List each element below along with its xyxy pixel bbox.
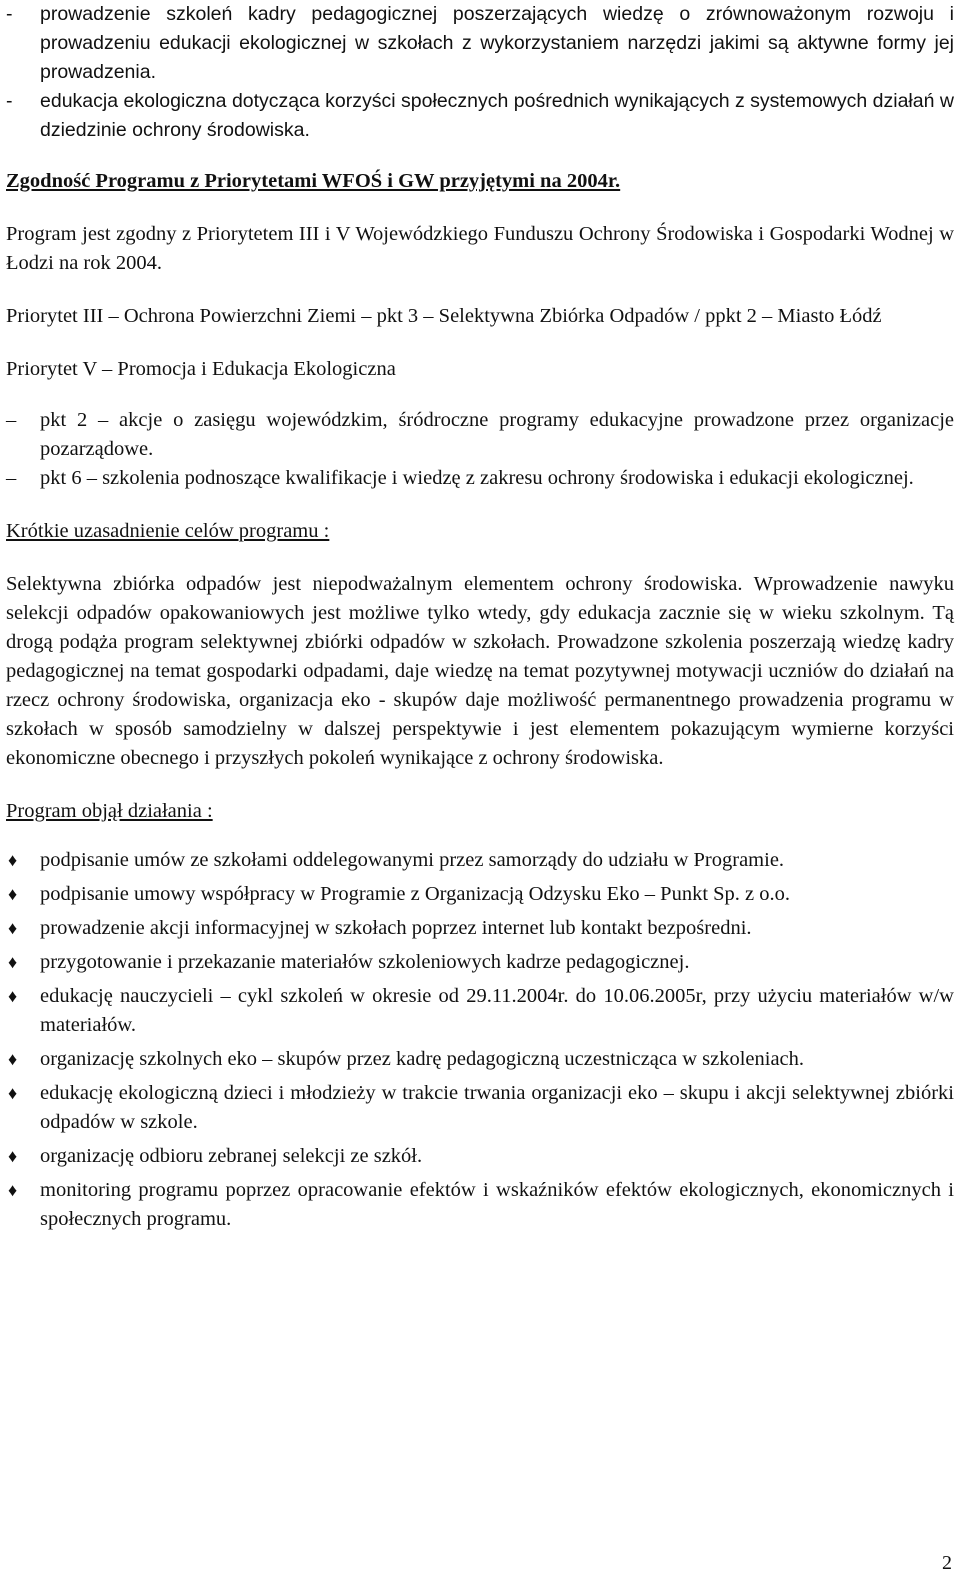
diamond-bullet-icon: ♦: [8, 918, 18, 938]
diamond-bullet-icon: ♦: [8, 850, 18, 870]
actions-list-item: [6, 846, 954, 875]
pkt-list-item: [6, 464, 954, 493]
diamond-bullet-icon: ♦: [8, 884, 18, 904]
section-heading-priorities: Zgodność Programu z Priorytetami WFOŚ i GW przyjętymi na 2004r.: [6, 170, 621, 192]
actions-list-item: [6, 1079, 954, 1137]
justification-paragraph: Selektywna zbiórka odpadów jest niepodważalnym elementem ochrony środowiska. Wprowadzenie nawyku selekcji odpadów opakowaniowych jest możliwe tylko wtedy, gdy edukacja zacznie się w wieku szkolnym. Tą drogą podąża program selektywnej zbiórki odpadów w szkołach. Prowadzone szkolenia poszerzają wiedzę kadry pedagogicznej na temat gospodarki odpadami, daje wiedzę na temat pozytywnej motywacji uczniów do działań na rzecz ochrony środowiska, organizacja eko - skupów daje możliwość permanentnego prowadzenia programu w szkołach w sposób samodzielny w dalszej perspektywie i jest elementem pokazującym wymierne korzyści ekonomiczne obecnego i przyszłych pokoleń wynikające z ochrony środowiska.: [6, 573, 954, 769]
action-item-text: edukację nauczycieli – cykl szkoleń w okresie od 29.11.2004r. do 10.06.2005r, przy użyciu materiałów w/w materiałów.: [40, 985, 954, 1036]
intro-list: [6, 0, 954, 145]
actions-list-item: [6, 982, 954, 1040]
pkt-list-item: [6, 406, 954, 464]
section1-paragraph: Program jest zgodny z Priorytetem III i V Wojewódzkiego Funduszu Ochrony Środowiska i Gospodarki Wodnej w Łodzi na rok 2004.: [6, 223, 954, 274]
priorytet-3: Priorytet III – Ochrona Powierzchni Ziemi – pkt 3 – Selektywna Zbiórka Odpadów / ppkt 2 – Miasto Łódź: [6, 305, 882, 327]
actions-list-item: [6, 914, 954, 943]
action-item-text: organizację szkolnych eko – skupów przez kadrę pedagogiczną uczestnicząca w szkoleniach.: [40, 1048, 805, 1070]
action-item-text: przygotowanie i przekazanie materiałów szkoleniowych kadrze pedagogicznej.: [40, 951, 690, 973]
action-item-text: podpisanie umowy współpracy w Programie z Organizacją Odzysku Eko – Punkt Sp. z o.o.: [40, 883, 791, 905]
action-item-text: prowadzenie akcji informacyjnej w szkołach poprzez internet lub kontakt bezpośredni.: [40, 917, 752, 939]
page-number: 2: [942, 1552, 952, 1574]
action-item-text: edukację ekologiczną dzieci i młodzieży w trakcie trwania organizacji eko – skupu i akcji selektywnej zbiórki odpadów w szkole.: [40, 1082, 954, 1133]
diamond-bullet-icon: ♦: [8, 1146, 18, 1166]
action-item-text: podpisanie umów ze szkołami oddelegowanymi przez samorządy do udziału w Programie.: [40, 849, 785, 871]
pkt-item-text: pkt 6 – szkolenia podnoszące kwalifikacje i wiedzę z zakresu ochrony środowiska i edukacji ekologicznej.: [40, 467, 914, 489]
intro-list-item: [6, 87, 954, 145]
diamond-bullet-icon: ♦: [8, 1083, 18, 1103]
intro-item-text: prowadzenie szkoleń kadry pedagogicznej poszerzających wiedzę o zrównoważonym rozwoju i prowadzeniu edukacji ekologicznej w szkołach z wykorzystaniem narzędzi jakimi są aktywne formy jej prowadzenia.: [40, 3, 954, 83]
action-item-text: organizację odbioru zebranej selekcji ze szkół.: [40, 1145, 423, 1167]
dash-marker: –: [6, 409, 17, 431]
section-heading-justification: Krótkie uzasadnienie celów programu :: [6, 520, 330, 542]
actions-list-item: [6, 1176, 954, 1234]
diamond-bullet-icon: ♦: [8, 986, 18, 1006]
diamond-bullet-icon: ♦: [8, 1049, 18, 1069]
priorytet-5: Priorytet V – Promocja i Edukacja Ekologiczna: [6, 358, 396, 380]
document-page: [6, 0, 954, 1239]
pkt-list: [6, 406, 954, 493]
dash-marker: –: [6, 467, 17, 489]
dash-marker: -: [6, 90, 13, 112]
actions-list: [6, 846, 954, 1234]
pkt-item-text: pkt 2 – akcje o zasięgu wojewódzkim, śródroczne programy edukacyjne prowadzone przez organizacje pozarządowe.: [40, 409, 954, 460]
action-item-text: monitoring programu poprzez opracowanie efektów i wskaźników efektów ekologicznych, ekonomicznych i społecznych programu.: [40, 1179, 954, 1230]
diamond-bullet-icon: ♦: [8, 952, 18, 972]
section-heading-actions: Program objął działania :: [6, 800, 213, 822]
diamond-bullet-icon: ♦: [8, 1180, 18, 1200]
intro-list-item: [6, 0, 954, 87]
actions-list-item: [6, 948, 954, 977]
actions-list-item: [6, 880, 954, 909]
intro-item-text: edukacja ekologiczna dotycząca korzyści społecznych pośrednich wynikających z systemowych działań w dziedzinie ochrony środowiska.: [40, 90, 954, 141]
actions-list-item: [6, 1045, 954, 1074]
actions-list-item: [6, 1142, 954, 1171]
dash-marker: -: [6, 3, 13, 25]
